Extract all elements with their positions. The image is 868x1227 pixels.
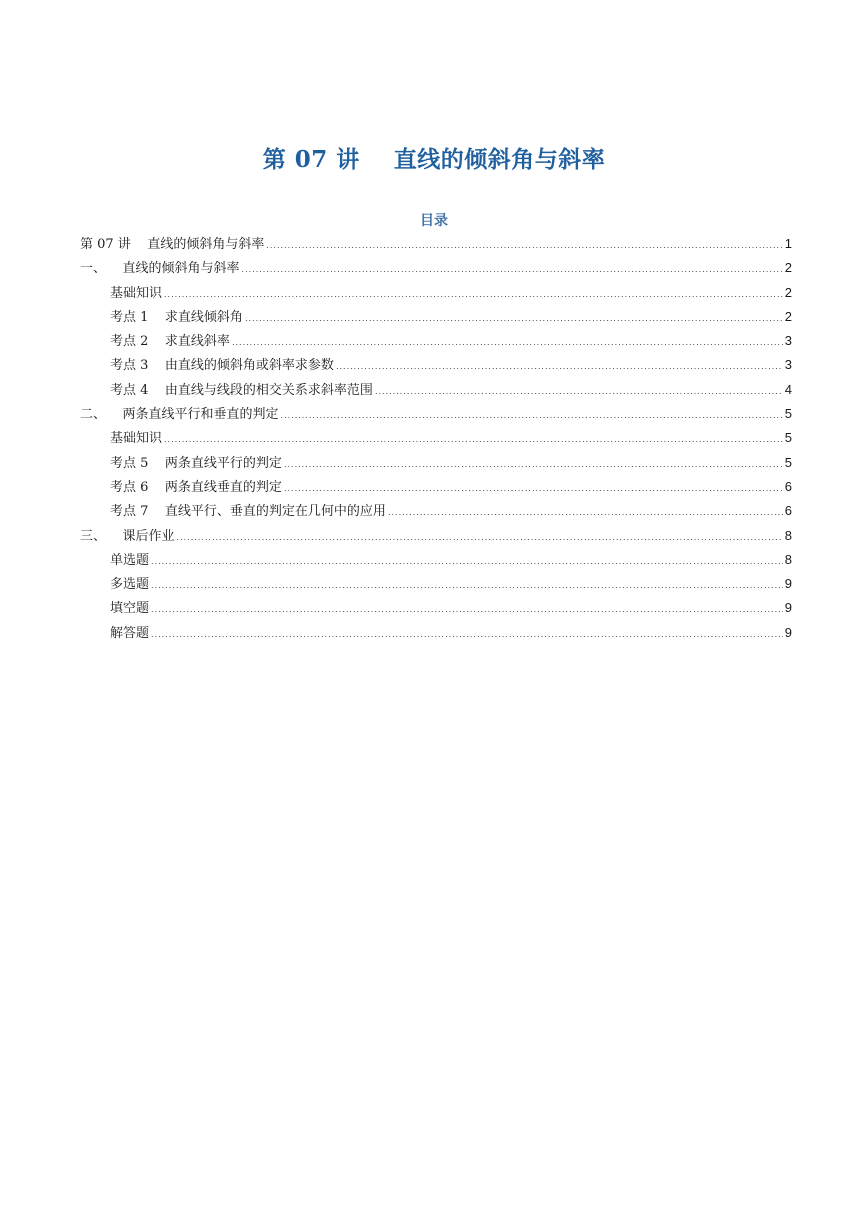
- toc-entry-page: 3: [784, 333, 792, 349]
- toc-entry-page: 4: [784, 381, 792, 397]
- toc-entry-label: 填空题: [110, 601, 150, 617]
- table-of-contents: [80, 232, 792, 645]
- toc-entry-topic-7[interactable]: [80, 499, 792, 523]
- toc-entry-lecture[interactable]: [80, 232, 792, 256]
- toc-heading: 目录: [420, 213, 448, 229]
- toc-entry-section-3[interactable]: [80, 524, 792, 548]
- toc-entry-page: 9: [784, 600, 792, 616]
- toc-entry-page: 2: [784, 308, 792, 324]
- dot-leader: [151, 623, 783, 647]
- toc-entry-label: 基础知识: [110, 431, 163, 447]
- dot-leader: [284, 453, 783, 477]
- toc-entry-page: 8: [784, 551, 792, 567]
- dot-leader: [375, 380, 783, 404]
- toc-entry-page: 6: [784, 503, 792, 519]
- toc-entry-page: 9: [784, 576, 792, 592]
- toc-entry-label: 考点 6 两条直线垂直的判定: [110, 479, 282, 495]
- toc-entry-page: 3: [784, 357, 792, 373]
- toc-entry-page: 1: [784, 236, 792, 251]
- dot-leader: [284, 477, 783, 501]
- toc-entry-page: 9: [784, 624, 792, 640]
- dot-leader: [164, 283, 783, 307]
- toc-entry-page: 6: [784, 478, 792, 494]
- dot-leader: [336, 355, 783, 379]
- toc-entry-label: 解答题: [110, 625, 150, 641]
- dot-leader: [232, 331, 783, 355]
- toc-entry-page: 5: [784, 454, 792, 470]
- toc-entry-topic-4[interactable]: [80, 378, 792, 402]
- toc-entry-topic-5[interactable]: [80, 451, 792, 475]
- toc-entry-topic-2[interactable]: [80, 329, 792, 353]
- toc-entry-label: 考点 5 两条直线平行的判定: [110, 455, 282, 471]
- toc-entry-label: 基础知识: [110, 285, 163, 301]
- toc-entry-page: 8: [784, 527, 792, 543]
- dot-leader: [242, 258, 783, 282]
- toc-entry-page: 5: [784, 406, 792, 422]
- toc-entry-topic-6[interactable]: [80, 475, 792, 499]
- toc-entry-label: 三、 课后作业: [80, 528, 175, 544]
- toc-entry-multiple-choice[interactable]: [80, 572, 792, 596]
- dot-leader: [281, 404, 783, 428]
- document-title: 第 07 讲 直线的倾斜角与斜率: [262, 146, 606, 173]
- toc-entry-label: 第 07 讲 直线的倾斜角与斜率: [80, 237, 265, 252]
- toc-entry-page: 2: [784, 260, 792, 276]
- toc-entry-label: 考点 7 直线平行、垂直的判定在几何中的应用: [110, 504, 386, 520]
- dot-leader: [151, 598, 783, 622]
- dot-leader: [177, 526, 783, 550]
- dot-leader: [164, 428, 783, 452]
- toc-entry-label: 一、 直线的倾斜角与斜率: [80, 261, 240, 277]
- toc-entry-topic-3[interactable]: [80, 353, 792, 377]
- dot-leader: [388, 501, 783, 525]
- toc-entry-label: 多选题: [110, 577, 150, 593]
- dot-leader: [266, 234, 782, 258]
- toc-entry-label: 单选题: [110, 552, 150, 568]
- toc-entry-single-choice[interactable]: [80, 548, 792, 572]
- toc-entry-label: 二、 两条直线平行和垂直的判定: [80, 407, 279, 423]
- toc-entry-page: 2: [784, 284, 792, 300]
- toc-entry-topic-1[interactable]: [80, 305, 792, 329]
- toc-entry-basics-2[interactable]: [80, 426, 792, 450]
- toc-entry-label: 考点 1 求直线倾斜角: [110, 309, 243, 325]
- toc-entry-page: 5: [784, 430, 792, 446]
- toc-entry-label: 考点 4 由直线与线段的相交关系求斜率范围: [110, 382, 373, 398]
- toc-entry-section-2[interactable]: [80, 402, 792, 426]
- toc-entry-label: 考点 3 由直线的倾斜角或斜率求参数: [110, 358, 334, 374]
- toc-entry-problem-solving[interactable]: [80, 621, 792, 645]
- toc-entry-label: 考点 2 求直线斜率: [110, 334, 230, 350]
- toc-entry-basics-1[interactable]: [80, 281, 792, 305]
- dot-leader: [245, 307, 783, 331]
- toc-entry-fill-in[interactable]: [80, 596, 792, 620]
- dot-leader: [151, 550, 783, 574]
- toc-entry-section-1[interactable]: [80, 256, 792, 280]
- dot-leader: [151, 574, 783, 598]
